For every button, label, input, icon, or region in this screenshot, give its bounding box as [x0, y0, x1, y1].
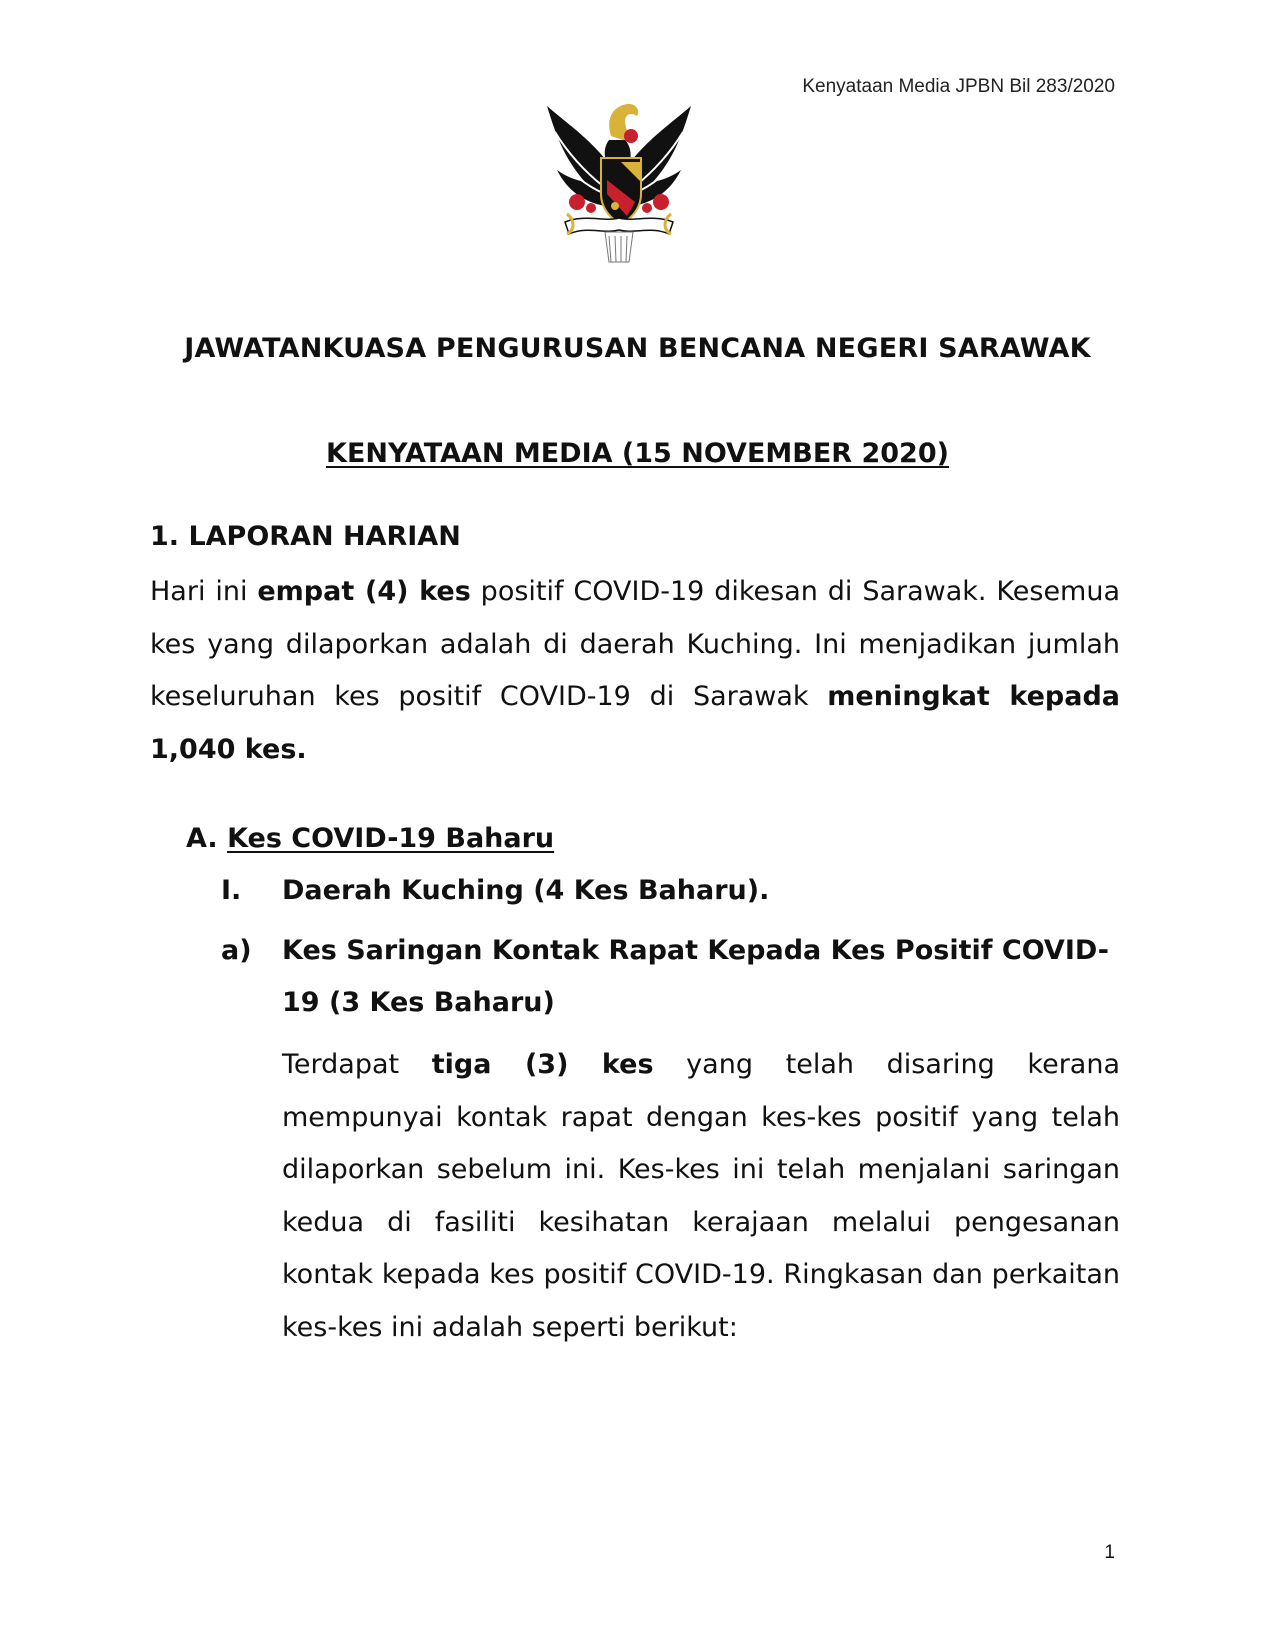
paragraph-text: positif COVID-19 dikesan di Sarawak. Kesemua kes yang dilaporkan adalah di daerah Kuching. Ini menjadikan jumlah keseluruhan kes positif COVID-19 di Sarawak — [150, 576, 1121, 712]
subsection-title: Kes COVID-19 Baharu — [227, 823, 555, 854]
paragraph-text: Hari ini — [150, 576, 258, 607]
case-count-bold: empat (4) kes — [257, 576, 471, 607]
page-number: 1 — [1104, 1542, 1115, 1563]
case-category-item — [0, 925, 1275, 1035]
close-contact-paragraph — [282, 1039, 1120, 1354]
total-cases-bold: meningkat kepada 1,040 kes. — [150, 681, 1120, 765]
case-count-bold: tiga (3) kes — [431, 1049, 654, 1080]
document-title: KENYATAAN MEDIA (15 NOVEMBER 2020) — [326, 438, 949, 469]
daily-report-paragraph — [150, 566, 1120, 776]
subsection-marker: A. — [186, 823, 218, 854]
section-heading: 1. LAPORAN HARIAN — [150, 521, 461, 552]
subsection-heading — [186, 823, 554, 854]
sarawak-crest-icon — [545, 102, 693, 270]
paragraph-text: Terdapat — [282, 1049, 432, 1080]
organization-title: JAWATANKUASA PENGURUSAN BENCANA NEGERI SARAWAK — [184, 333, 1091, 364]
case-category-title: Kes Saringan Kontak Rapat Kepada Kes Positif COVID-19 (3 Kes Baharu) — [282, 935, 1109, 1018]
district-item — [0, 875, 1275, 915]
district-title: Daerah Kuching (4 Kes Baharu). — [282, 875, 770, 906]
paragraph-text: yang telah disaring kerana mempunyai kontak rapat dengan kes-kes positif yang telah dilaporkan sebelum ini. Kes-kes ini telah menjalani saringan kedua di fasiliti kesihatan kerajaan melalui pengesanan kontak kepada kes positif COVID-19. Ringkasan dan perkaitan kes-kes ini adalah seperti berikut: — [282, 1049, 1120, 1343]
item-marker: I. — [221, 875, 242, 906]
item-marker: a) — [221, 935, 252, 966]
statement-reference: Kenyataan Media JPBN Bil 283/2020 — [802, 76, 1115, 97]
